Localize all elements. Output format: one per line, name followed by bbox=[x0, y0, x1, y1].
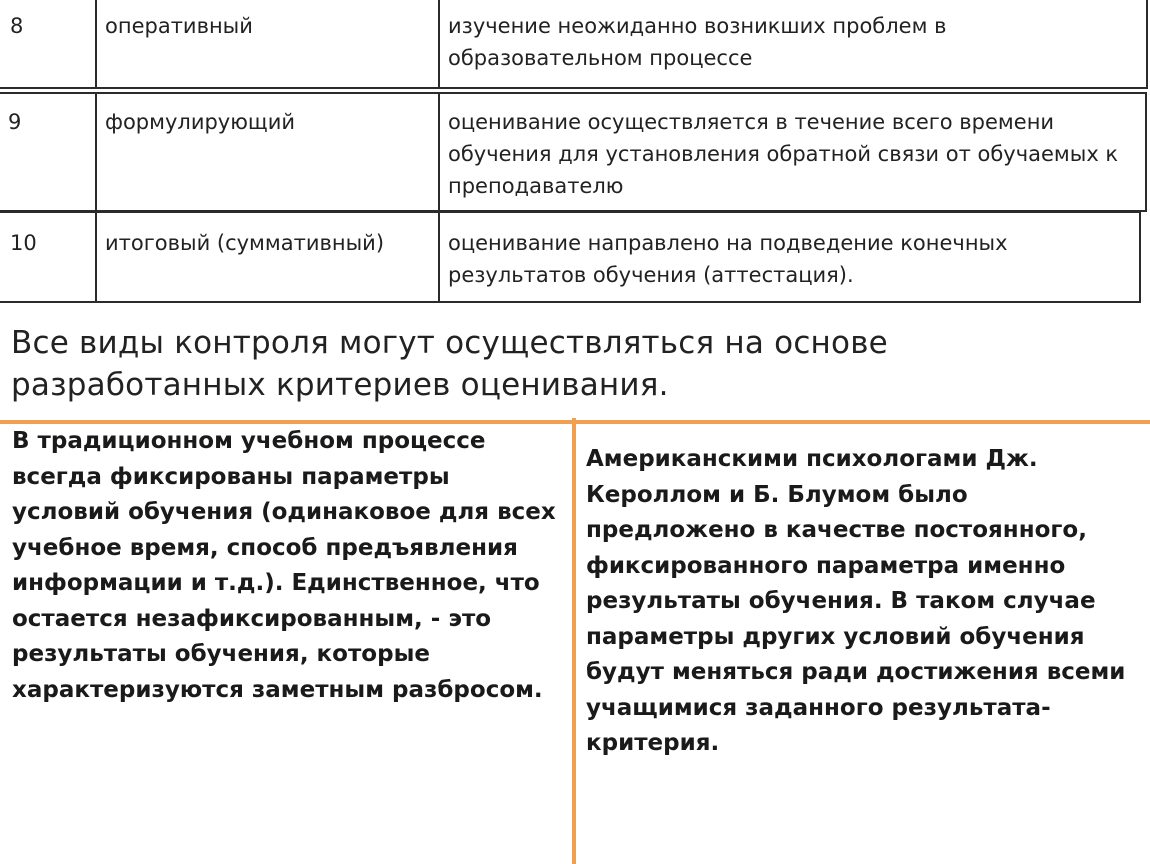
vertical-divider bbox=[572, 418, 576, 864]
control-type: оперативный bbox=[95, 0, 440, 87]
row-number: 9 bbox=[8, 110, 22, 134]
control-type: итоговый (суммативный) bbox=[95, 213, 440, 301]
table-row bbox=[0, 92, 1147, 212]
row-number: 10 bbox=[10, 231, 37, 255]
row-number: 8 bbox=[10, 14, 24, 38]
right-column-text: Американскими психологами Дж. Кероллом и Б. Блумом было предложено в качестве постоянного, фиксированного параметра именно результаты обучения. В таком случае параметры других условий обучения будут меняться ради достижения всеми учащимися заданного результата-критерия. bbox=[586, 446, 1126, 756]
control-description: оценивание осуществляется в течение всего времени обучения для установления обратной связи от обучаемых к преподавателю bbox=[438, 94, 1145, 210]
control-description: оценивание направлено на подведение конечных результатов обучения (аттестация). bbox=[438, 213, 1139, 301]
left-column-text: В традиционном учебном процессе всегда фиксированы параметры условий обучения (одинаковое для всех учебное время, способ предъявления информации и т.д.). Единственное, что остается незафиксированным, - это результаты обучения, которые характеризуются заметным разбросом. bbox=[12, 428, 556, 703]
table-row bbox=[0, 211, 1141, 303]
control-description: изучение неожиданно возникших проблем в образовательном процессе bbox=[438, 0, 1146, 87]
table-row bbox=[0, 0, 1148, 89]
control-type: формулирующий bbox=[95, 94, 440, 210]
summary-text: Все виды контроля могут осуществляться на основе разработанных критериев оценивания. bbox=[11, 325, 888, 403]
